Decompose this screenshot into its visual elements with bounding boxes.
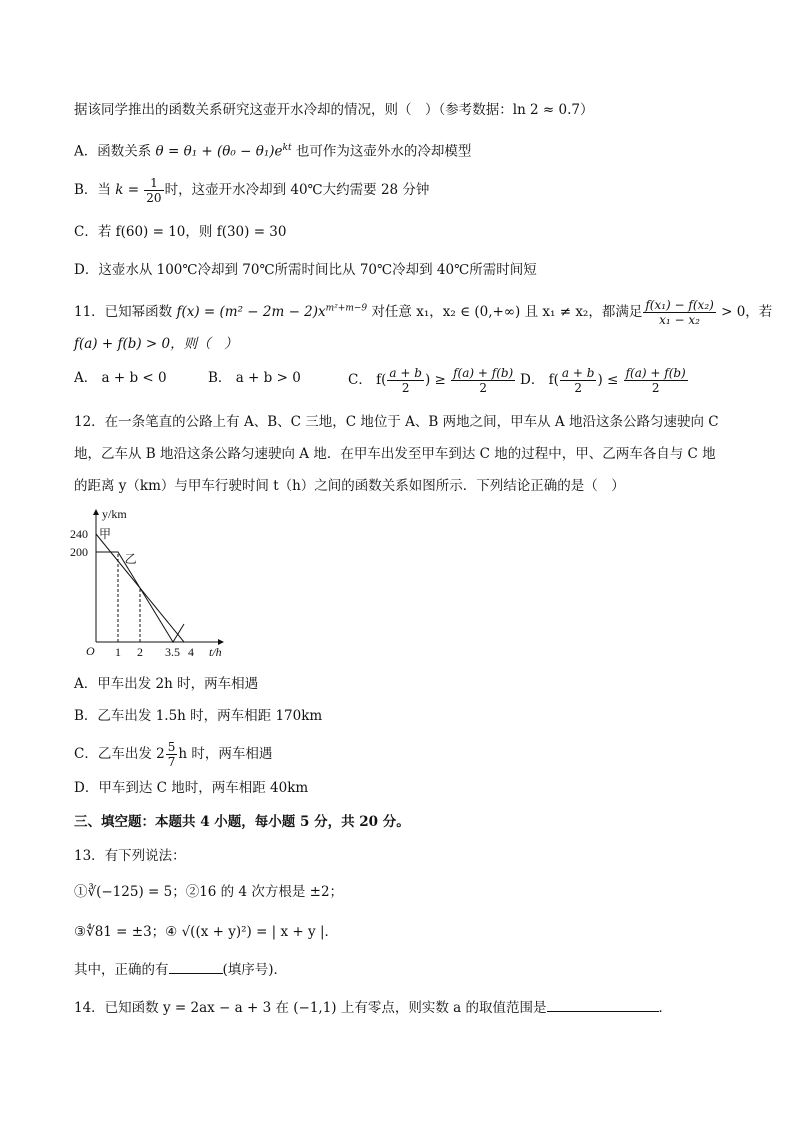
q12-chart [66,502,226,662]
q11-exponent: m²+m−9 [325,303,368,314]
q10-option-a-exponent: kt [282,143,292,153]
q10-option-b-prefix: B．当 [74,182,111,198]
x-tick-label-4: 4 [188,645,194,659]
q12-option-a: A．甲车出发 2h 时，两车相遇 [74,676,259,692]
x-axis-label: t/h [209,645,222,659]
q11-opt-d-prefix: D． f [520,372,554,388]
q10-option-a-prefix: A．函数关系 [74,143,152,160]
q13-line4-prefix: 其中，正确的有 [74,962,169,978]
q14-suffix: ． [658,1000,672,1016]
q10-option-b [74,176,429,205]
q11-function: f(x) = (m² − 2m − 2)x [176,304,326,320]
q11-opt-c-rnum: f(a) + f(b) [453,366,514,380]
y-tick-label-200: 200 [70,545,88,559]
q11-option-c: C． f( $\frac{a + b}{2}$ ) ≥ $\frac{f(a) + f(b)}{2}$ [348,366,514,395]
q10-option-b-var: k = [115,182,144,198]
q13-answer-blank[interactable] [169,973,223,974]
q10-option-b-num: 1 [144,176,163,191]
series-label-jia: 甲 [99,527,112,541]
q14-prefix: 14．已知函数 y = 2ax − a + 3 在 (−1,1) 上有零点，则实数 a 的取值范围是 [74,1000,547,1016]
q10-option-c: C．若 f(60) = 10，则 f(30) = 30 [74,224,287,240]
q10-option-a-suffix: 也可作为这壶外水的冷却模型 [295,143,472,160]
q11-opt-d-frac [560,366,597,395]
q10-option-d: D．这壶水从 100℃冷却到 70℃所需时间比从 70℃冷却到 40℃所需时间短 [74,262,537,278]
q11-frac-den: x₁ − x₂ [659,313,700,327]
q11-frac-num: f(x₁) − f(x₂) [645,298,714,312]
series-label-yi: 乙 [124,551,137,566]
q12-opt-c-frac [166,740,178,769]
q11-prefix: 11．已知幂函数 [74,304,177,320]
x-tick-label-3.5: 3.5 [165,645,180,659]
q12-opt-c-den: 7 [167,755,176,769]
q11-opt-c-frac [387,366,424,395]
q11-opt-c-rfrac [451,366,515,395]
section-3-heading: 三、填空题：本题共 4 小题，每小题 5 分，共 20 分。 [74,814,410,830]
q13-line2: ①∛(−125) = 5；②16 的 4 次方根是 ±2； [74,884,344,900]
q12-opt-c-prefix: C．乙车出发 2 [74,746,165,762]
y-axis-label: y/km [102,507,127,521]
q12-option-b: B．乙车出发 1.5h 时，两车相距 170km [74,708,323,724]
q13-line3: ③∜81 = ±3；④ √((x + y)²) = | x + y |． [74,924,338,940]
q11-opt-c-rel: ≥ [434,372,446,388]
q11-opt-d-den: 2 [574,381,582,395]
q11-line2: f(a) + f(b) > 0，则（ ） [74,336,238,352]
q11-opt-c-num: a + b [389,366,422,380]
q11-opt-c-den: 2 [401,381,410,395]
q11-option-a: A． a + b < 0 [74,370,167,386]
q12-line2: 地，乙车从 B 地沿这条公路匀速驶向 A 地．在甲车出发至甲车到达 C 地的过程中，甲、乙两车各自与 C 地 [74,446,716,462]
q11-fraction [643,298,715,327]
q11-opt-d-rnum: f(a) + f(b) [625,366,686,380]
q11-opt-c-prefix: C． f [348,372,382,388]
q12-line3: 的距离 y（km）与甲车行驶时间 t（h）之间的函数关系如图所示．下列结论正确的是（ ） [74,478,625,494]
origin-label: O [86,644,95,658]
q12-line1: 12．在一条笔直的公路上有 A、B、C 三地，C 地位于 A、B 两地之间，甲车从 A 地沿这条公路匀速驶向 C [74,414,719,430]
q11-opt-d-rden: 2 [651,381,660,395]
q11-tail: > 0，若 [716,304,773,320]
y-tick-label-240: 240 [70,527,88,541]
q11-option-d: D． f( $\frac{a + b}{2}$ ) ≤ $\frac{f(a) + f(b)}{2}$ [520,366,686,395]
q12-option-c [74,740,272,769]
q10-stem: 据该同学推出的函数关系研究这壶开水冷却的情况，则（ ）（参考数据：ln 2 ≈ 0.7） [74,102,594,118]
q12-opt-c-num: 5 [167,740,176,754]
q10-option-b-suffix: 时，这壶开水冷却到 40℃大约需要 28 分钟 [164,182,430,198]
q11-opt-d-rel: ≤ [607,372,619,388]
q13-line1: 13．有下列说法： [74,848,186,864]
q11-middle: 对任意 x₁，x₂ ∈ (0,+∞) 且 x₁ ≠ x₂，都满足 [367,304,643,320]
q11-stem [74,298,772,327]
q14-answer-blank[interactable] [547,1011,659,1012]
q10-option-b-den: 20 [146,191,162,205]
q11-opt-d-rfrac [624,366,688,395]
q13-line4 [74,960,287,980]
x-tick-label-1: 1 [115,645,121,659]
q14-line [74,998,672,1018]
x-tick-label-2: 2 [137,645,143,659]
q11-opt-c-rden: 2 [479,381,487,395]
q11-option-b: B． a + b > 0 [208,370,301,386]
q12-opt-c-suffix: h 时，两车相遇 [178,746,273,762]
q12-option-d: D．甲车到达 C 地时，两车相距 40km [74,780,309,796]
q13-line4-suffix: (填序号)． [222,962,288,978]
q10-option-b-fraction [144,176,163,205]
q10-option-a-formula: θ = θ₁ + (θ₀ − θ₁)e [155,143,283,160]
q10-option-a [74,138,471,162]
q11-opt-d-num: a + b [561,366,595,380]
